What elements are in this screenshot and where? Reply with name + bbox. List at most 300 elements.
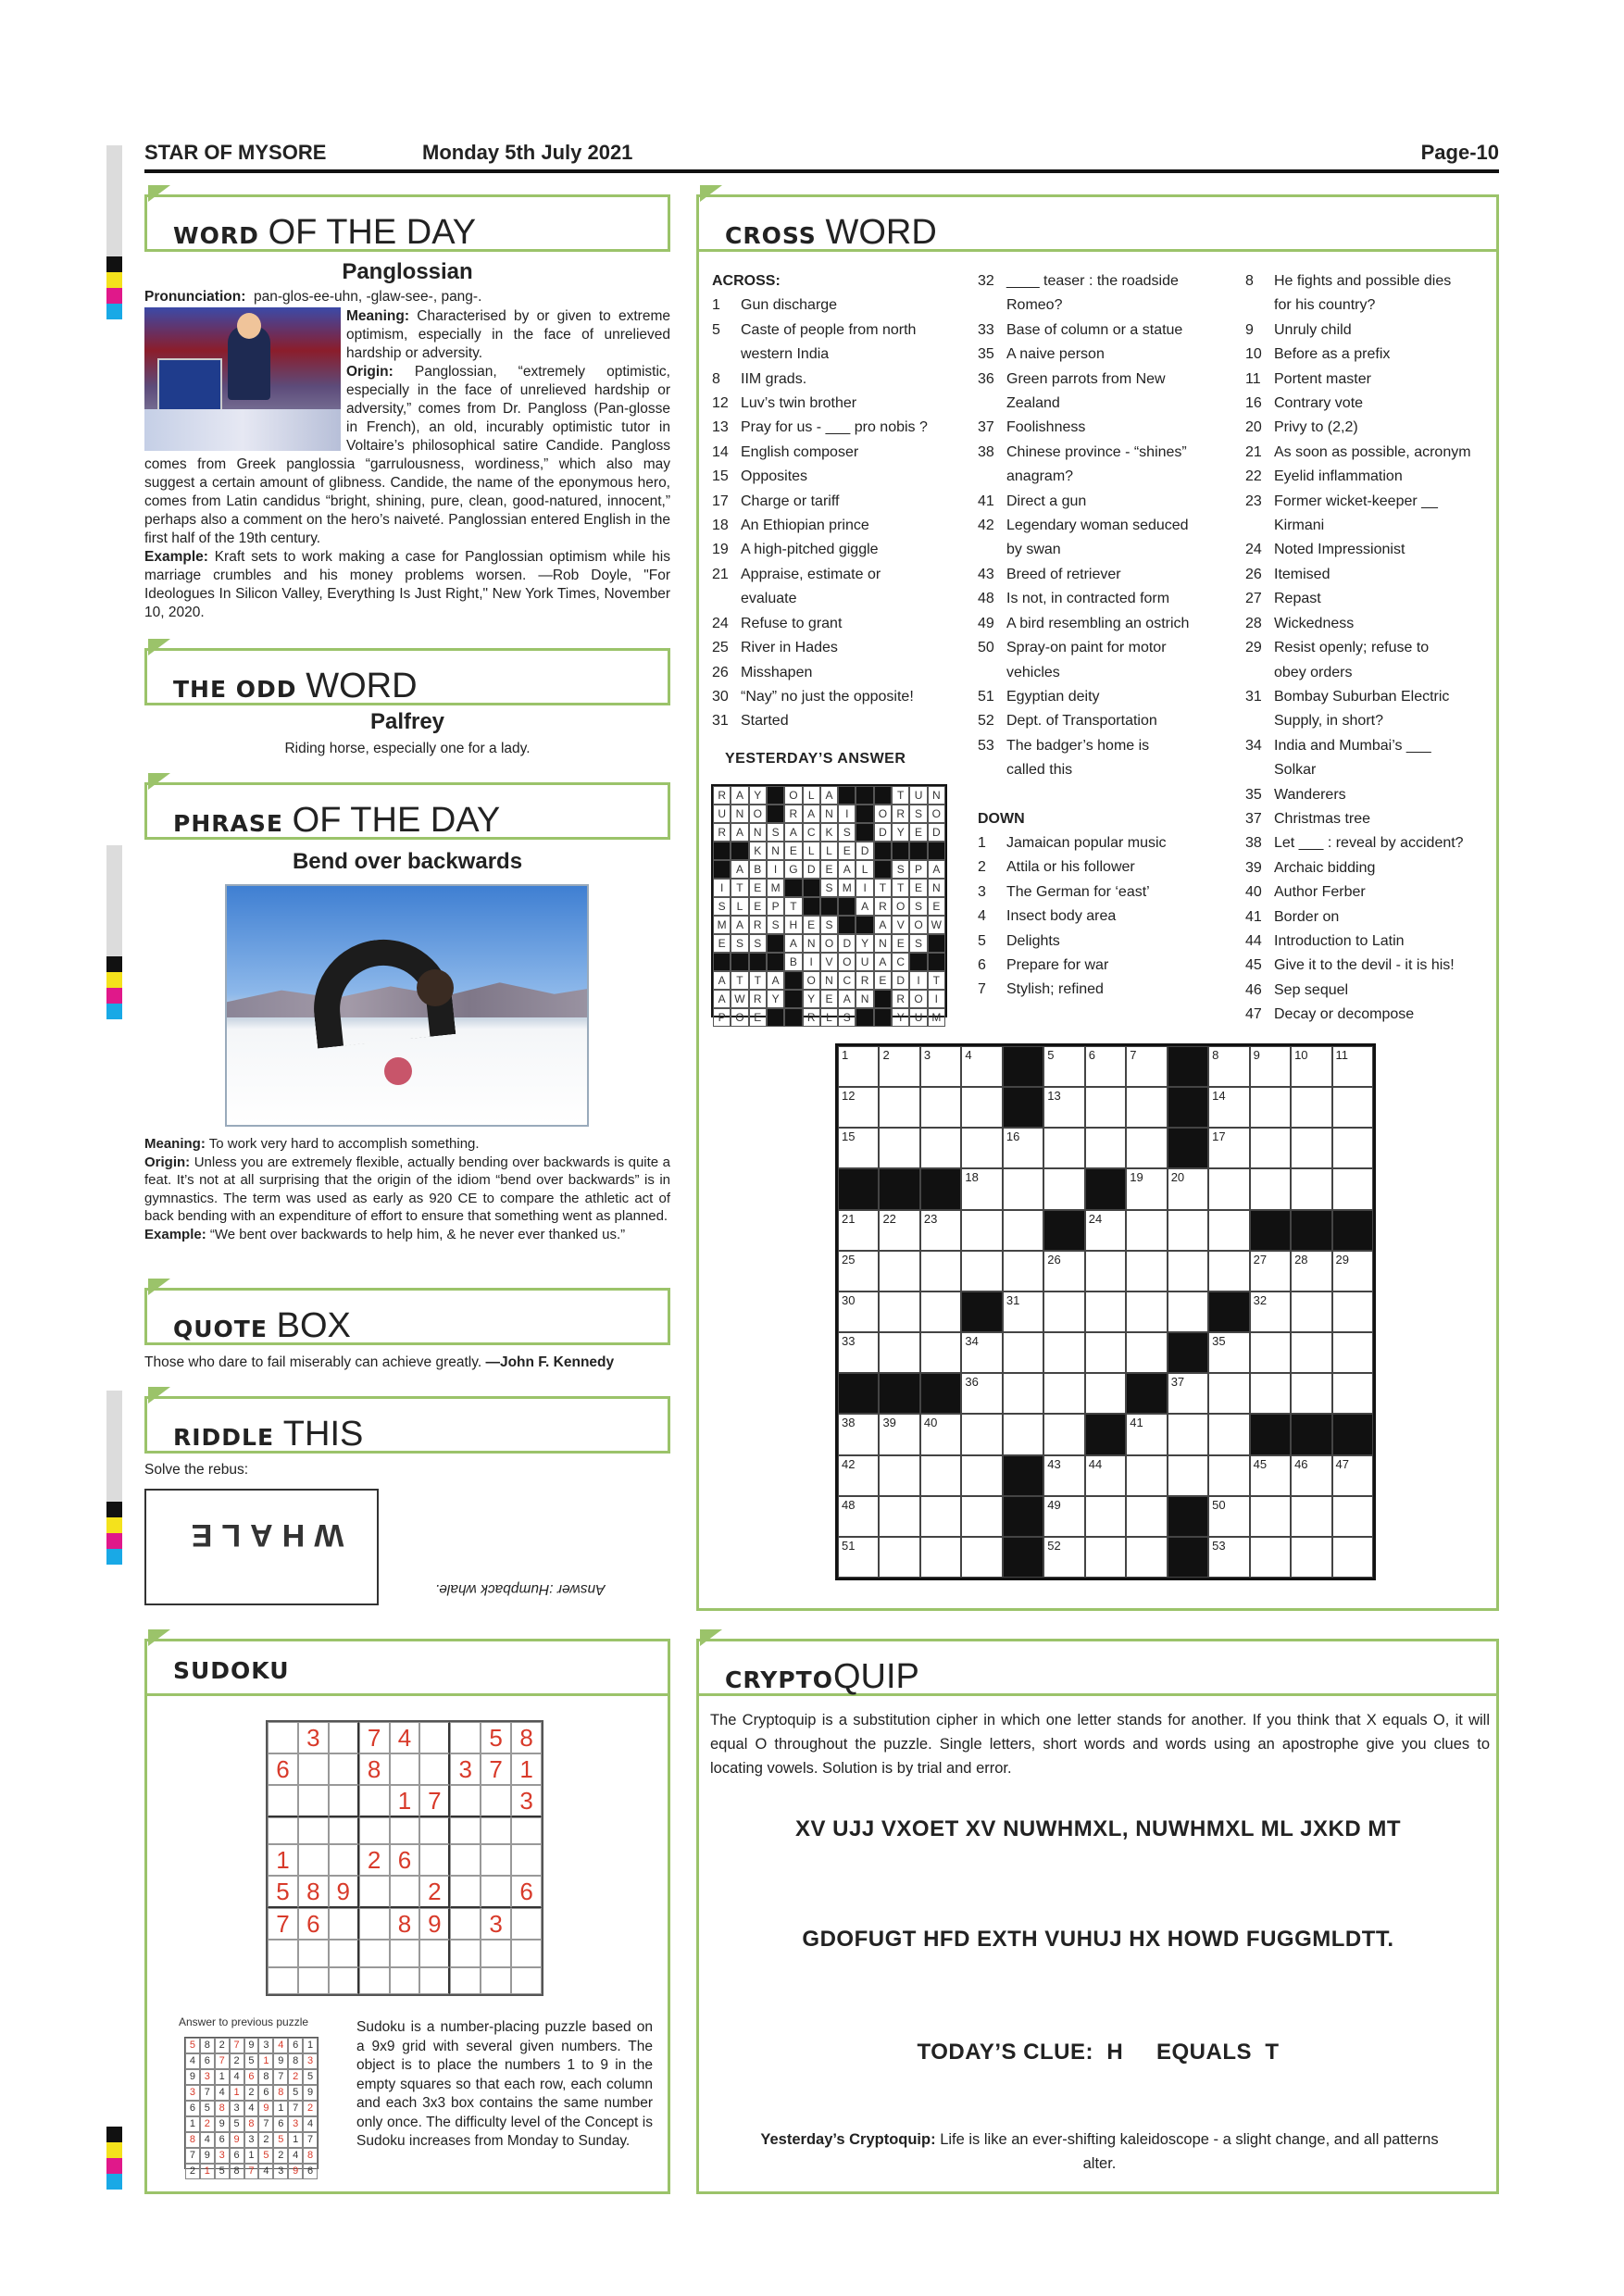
crossword-cell[interactable]: [1043, 1128, 1084, 1168]
sudoku-cell[interactable]: [419, 1940, 450, 1966]
odd-word: Palfrey: [369, 709, 445, 734]
sudoku-cell[interactable]: 4: [390, 1722, 420, 1753]
crossword-cell[interactable]: [1208, 1128, 1249, 1168]
crossword-cell[interactable]: [838, 1496, 879, 1537]
sudoku-cell[interactable]: 8: [511, 1722, 542, 1753]
answer-cell: D: [838, 934, 856, 953]
crossword-cell[interactable]: [838, 1292, 879, 1332]
crossword-cell[interactable]: [838, 1455, 879, 1496]
clue-number: 32: [978, 273, 994, 289]
cell-number: 39: [882, 1416, 896, 1430]
crossword-cell[interactable]: [1332, 1455, 1373, 1496]
answer-cell: W: [928, 916, 945, 934]
crossword-cell[interactable]: [1085, 1087, 1126, 1128]
sudoku-cell[interactable]: 8: [359, 1753, 390, 1785]
crossword-cell[interactable]: [1168, 1251, 1208, 1292]
sudoku-cell[interactable]: [268, 1722, 298, 1753]
crossword-cell[interactable]: [961, 1251, 1002, 1292]
crossword-cell[interactable]: [1126, 1496, 1167, 1537]
clue-number: 40: [1245, 884, 1262, 901]
crossword-cell[interactable]: [1043, 1332, 1084, 1373]
crossword-cell[interactable]: [1043, 1455, 1084, 1496]
crossword-cell[interactable]: [1208, 1455, 1249, 1496]
crossword-cell[interactable]: [1003, 1332, 1043, 1373]
crossword-cell[interactable]: [838, 1414, 879, 1454]
answer-cell: L: [820, 1008, 838, 1027]
crossword-cell[interactable]: [1250, 1128, 1291, 1168]
crossword-cell[interactable]: [879, 1128, 919, 1168]
crossword-cell[interactable]: [1250, 1496, 1291, 1537]
answer-cell: E: [820, 860, 838, 879]
clue-text: for his country?: [1274, 297, 1376, 314]
clue-number: [1245, 709, 1274, 733]
sudoku-cell[interactable]: 7: [268, 1908, 298, 1940]
sudoku-cell[interactable]: 1: [390, 1785, 420, 1817]
crossword-cell[interactable]: [1291, 1168, 1331, 1209]
sudoku-answer-cell: 2: [303, 2101, 318, 2116]
crossword-cell[interactable]: [838, 1537, 879, 1578]
crossword-cell[interactable]: [1168, 1168, 1208, 1209]
crossword-cell[interactable]: [1250, 1087, 1291, 1128]
sudoku-cell[interactable]: 6: [511, 1876, 542, 1908]
crossword-cell[interactable]: [961, 1414, 1002, 1454]
cell-number: 35: [1212, 1334, 1226, 1349]
sudoku-cell[interactable]: [450, 1817, 481, 1844]
sudoku-cell[interactable]: [359, 1908, 390, 1940]
sudoku-answer-cell: 5: [244, 2053, 259, 2069]
sudoku-answer-cell: 5: [230, 2116, 244, 2132]
sudoku-cell[interactable]: [481, 1876, 511, 1908]
crossword-cell[interactable]: [1332, 1373, 1373, 1414]
sudoku-cell[interactable]: [298, 1940, 329, 1966]
sudoku-cell[interactable]: [450, 1940, 481, 1966]
crossword-cell[interactable]: [1126, 1414, 1167, 1454]
sudoku-cell[interactable]: [390, 1967, 420, 1994]
sudoku-cell[interactable]: [450, 1722, 481, 1753]
clue-item: [978, 441, 1223, 465]
crossword-cell[interactable]: [1332, 1496, 1373, 1537]
crossword-cell[interactable]: [879, 1455, 919, 1496]
sudoku-cell[interactable]: [419, 1722, 450, 1753]
sudoku-cell[interactable]: [359, 1967, 390, 1994]
sudoku-cell[interactable]: 3: [511, 1785, 542, 1817]
registration-marks-middle: [106, 845, 122, 1019]
sudoku-cell[interactable]: [359, 1817, 390, 1844]
sudoku-cell[interactable]: [481, 1785, 511, 1817]
crossword-cell[interactable]: [920, 1087, 961, 1128]
crossword-cell[interactable]: [1208, 1251, 1249, 1292]
crossword-cell[interactable]: [1208, 1168, 1249, 1209]
answer-cell: A: [713, 971, 731, 990]
crossword-cell[interactable]: [961, 1332, 1002, 1373]
crossword-cell[interactable]: [1126, 1168, 1167, 1209]
crossword-cell[interactable]: [1126, 1251, 1167, 1292]
crossword-cell[interactable]: [1085, 1046, 1126, 1087]
cell-number: 29: [1335, 1252, 1349, 1267]
sudoku-cell[interactable]: 1: [511, 1753, 542, 1785]
crossword-cell[interactable]: [1250, 1332, 1291, 1373]
sudoku-cell[interactable]: 7: [359, 1722, 390, 1753]
crossword-cell[interactable]: [1168, 1292, 1208, 1332]
clue-number: 38: [1245, 835, 1262, 852]
crossword-cell[interactable]: [1291, 1332, 1331, 1373]
crossword-cell[interactable]: [879, 1210, 919, 1251]
sudoku-cell[interactable]: [511, 1844, 542, 1876]
sudoku-cell[interactable]: [390, 1876, 420, 1908]
crossword-cell[interactable]: [1085, 1496, 1126, 1537]
crossword-cell[interactable]: [1085, 1537, 1126, 1578]
crossword-cell[interactable]: [838, 1046, 879, 1087]
sudoku-cell[interactable]: 3: [298, 1722, 329, 1753]
answer-cell: N: [803, 934, 820, 953]
crossword-cell[interactable]: [1291, 1537, 1331, 1578]
phrase-of-day-heading: PHRASE OF THE DAY: [144, 782, 670, 840]
sudoku-cell[interactable]: [268, 1785, 298, 1817]
sudoku-answer-cell: 3: [185, 2085, 200, 2101]
cell-number: 21: [842, 1211, 856, 1226]
answer-cell: T: [892, 786, 909, 805]
crossword-cell[interactable]: [1291, 1087, 1331, 1128]
crossword-cell[interactable]: [879, 1414, 919, 1454]
crossword-cell[interactable]: [920, 1046, 961, 1087]
cell-number: 23: [923, 1211, 938, 1226]
sudoku-cell[interactable]: [329, 1722, 359, 1753]
clue-text: Kirmani: [1274, 518, 1325, 534]
crossword-cell[interactable]: [961, 1373, 1002, 1414]
answer-cell: T: [892, 879, 909, 897]
sudoku-cell[interactable]: [298, 1785, 329, 1817]
crossword-cell[interactable]: [920, 1251, 961, 1292]
clue-number: 34: [1245, 737, 1262, 754]
sudoku-answer-cell: 2: [215, 2038, 230, 2053]
answer-block: [856, 823, 873, 842]
answer-cell: I: [928, 990, 945, 1008]
sudoku-cell[interactable]: [359, 1940, 390, 1966]
crossword-cell[interactable]: [1208, 1537, 1249, 1578]
crossword-cell[interactable]: [1332, 1046, 1373, 1087]
crossword-cell[interactable]: [838, 1210, 879, 1251]
sudoku-cell[interactable]: [419, 1967, 450, 1994]
crossword-cell[interactable]: [1332, 1168, 1373, 1209]
sudoku-cell[interactable]: [390, 1940, 420, 1966]
crossword-cell[interactable]: [1043, 1537, 1084, 1578]
sudoku-cell[interactable]: 6: [390, 1844, 420, 1876]
crossword-cell[interactable]: [1168, 1373, 1208, 1414]
crossword-cell[interactable]: [1250, 1168, 1291, 1209]
clue-text: Refuse to grant: [741, 615, 843, 631]
sudoku-cell[interactable]: [481, 1844, 511, 1876]
sudoku-cell[interactable]: 3: [481, 1908, 511, 1940]
answer-cell: T: [874, 879, 892, 897]
crossword-cell[interactable]: [1085, 1455, 1126, 1496]
crossword-cell[interactable]: [1003, 1168, 1043, 1209]
crossword-cell[interactable]: [1291, 1128, 1331, 1168]
sudoku-cell[interactable]: 8: [390, 1908, 420, 1940]
cell-number: 44: [1088, 1456, 1103, 1471]
crossword-cell[interactable]: [1126, 1087, 1167, 1128]
crossword-cell[interactable]: [1043, 1251, 1084, 1292]
sudoku-cell[interactable]: [359, 1876, 390, 1908]
crossword-cell[interactable]: [1250, 1251, 1291, 1292]
crossword-cell[interactable]: [1126, 1292, 1167, 1332]
crossword-cell[interactable]: [920, 1496, 961, 1537]
crossword-cell[interactable]: [1291, 1496, 1331, 1537]
sudoku-cell[interactable]: [481, 1967, 511, 1994]
crossword-cell[interactable]: [1291, 1455, 1331, 1496]
sudoku-cell[interactable]: [511, 1967, 542, 1994]
answer-block: [803, 897, 820, 916]
crossword-cell[interactable]: [1085, 1292, 1126, 1332]
crossword-cell[interactable]: [1250, 1537, 1291, 1578]
sudoku-cell[interactable]: [268, 1940, 298, 1966]
crossword-cell[interactable]: [920, 1455, 961, 1496]
sudoku-cell[interactable]: [329, 1817, 359, 1844]
sudoku-cell[interactable]: 7: [419, 1785, 450, 1817]
crossword-cell[interactable]: [879, 1251, 919, 1292]
crossword-cell[interactable]: [1085, 1210, 1126, 1251]
crossword-cell[interactable]: [1291, 1046, 1331, 1087]
crossword-cell[interactable]: [1126, 1210, 1167, 1251]
sudoku-cell[interactable]: [329, 1967, 359, 1994]
sudoku-cell[interactable]: [419, 1753, 450, 1785]
sudoku-cell[interactable]: [450, 1785, 481, 1817]
sudoku-cell[interactable]: 5: [481, 1722, 511, 1753]
crossword-cell[interactable]: [920, 1210, 961, 1251]
sudoku-answer-cell: 3: [215, 2148, 230, 2164]
clue-number: [1245, 514, 1274, 538]
answer-cell: I: [856, 879, 873, 897]
crossword-cell[interactable]: [1085, 1251, 1126, 1292]
clue-number: 15: [712, 468, 729, 485]
crossword-cell[interactable]: [961, 1537, 1002, 1578]
sudoku-cell[interactable]: [329, 1785, 359, 1817]
crossword-cell[interactable]: [1208, 1414, 1249, 1454]
crossword-cell[interactable]: [920, 1537, 961, 1578]
cell-number: 49: [1047, 1497, 1061, 1512]
answer-cell: R: [784, 805, 802, 823]
crossword-cell[interactable]: [1208, 1373, 1249, 1414]
sudoku-cell[interactable]: [481, 1940, 511, 1966]
sudoku-cell[interactable]: 7: [481, 1753, 511, 1785]
crossword-cell[interactable]: [1043, 1373, 1084, 1414]
sudoku-answer-cell: 7: [185, 2148, 200, 2164]
clue-text: Unruly child: [1274, 321, 1352, 338]
sudoku-cell[interactable]: [450, 1967, 481, 1994]
sudoku-cell[interactable]: [298, 1844, 329, 1876]
clue-text: Direct a gun: [1006, 493, 1087, 509]
sudoku-cell[interactable]: [450, 1844, 481, 1876]
crossword-cell[interactable]: [1043, 1414, 1084, 1454]
crossword-cell[interactable]: [1168, 1414, 1208, 1454]
crossword-cell[interactable]: [1085, 1332, 1126, 1373]
crossword-cell[interactable]: [961, 1455, 1002, 1496]
crossword-cell[interactable]: [1332, 1292, 1373, 1332]
crossword-cell[interactable]: [1085, 1128, 1126, 1168]
sudoku-cell[interactable]: [511, 1908, 542, 1940]
crossword-cell[interactable]: [961, 1087, 1002, 1128]
crossword-cell[interactable]: [1291, 1251, 1331, 1292]
sudoku-cell[interactable]: 6: [298, 1908, 329, 1940]
sudoku-cell[interactable]: 9: [419, 1908, 450, 1940]
sudoku-cell[interactable]: [511, 1817, 542, 1844]
crossword-cell[interactable]: [961, 1496, 1002, 1537]
answer-cell: R: [892, 805, 909, 823]
crossword-cell[interactable]: [879, 1046, 919, 1087]
sudoku-cell[interactable]: 9: [329, 1876, 359, 1908]
crossword-cell[interactable]: [1208, 1332, 1249, 1373]
sudoku-answer-cell: 9: [244, 2038, 259, 2053]
crossword-cell[interactable]: [1250, 1046, 1291, 1087]
sudoku-answer-label: Answer to previous puzzle: [179, 2015, 309, 2028]
clue-item: [1245, 734, 1488, 758]
sudoku-cell[interactable]: [450, 1908, 481, 1940]
sudoku-cell[interactable]: [329, 1908, 359, 1940]
answer-block: [928, 934, 945, 953]
crossword-cell[interactable]: [879, 1496, 919, 1537]
crossword-cell[interactable]: [879, 1332, 919, 1373]
clue-number: 8: [712, 370, 720, 387]
sudoku-cell[interactable]: [268, 1967, 298, 1994]
sudoku-cell[interactable]: [390, 1753, 420, 1785]
crossword-cell[interactable]: [1332, 1332, 1373, 1373]
crossword-cell[interactable]: [1332, 1251, 1373, 1292]
clue-item: [978, 855, 1223, 880]
crossword-cell[interactable]: [920, 1128, 961, 1168]
crossword-cell[interactable]: [1043, 1292, 1084, 1332]
sudoku-cell[interactable]: [298, 1753, 329, 1785]
answer-cell: O: [820, 934, 838, 953]
sudoku-cell[interactable]: 3: [450, 1753, 481, 1785]
sudoku-cell[interactable]: 2: [359, 1844, 390, 1876]
answer-cell: R: [856, 971, 873, 990]
crossword-cell[interactable]: [879, 1537, 919, 1578]
crossword-cell[interactable]: [1003, 1251, 1043, 1292]
sudoku-answer-cell: 8: [215, 2101, 230, 2116]
crossword-cell[interactable]: [1332, 1537, 1373, 1578]
crossword-cell[interactable]: [1043, 1046, 1084, 1087]
clue-text: English composer: [741, 443, 859, 460]
crossword-cell[interactable]: [1168, 1210, 1208, 1251]
crossword-cell[interactable]: [1003, 1373, 1043, 1414]
sudoku-cell[interactable]: [329, 1940, 359, 1966]
sudoku-cell[interactable]: [298, 1817, 329, 1844]
clue-item: [978, 538, 1223, 562]
sudoku-cell[interactable]: [329, 1844, 359, 1876]
crossword-cell[interactable]: [1126, 1332, 1167, 1373]
crossword-cell[interactable]: [879, 1292, 919, 1332]
clue-number: 51: [978, 688, 994, 705]
cell-number: 3: [923, 1048, 931, 1062]
crossword-cell[interactable]: [1126, 1455, 1167, 1496]
answer-cell: D: [928, 823, 945, 842]
sudoku-cell[interactable]: [268, 1817, 298, 1844]
answer-cell: N: [731, 805, 748, 823]
sudoku-answer-cell: 1: [230, 2085, 244, 2101]
corner-marker: [148, 185, 170, 202]
crossword-cell[interactable]: [961, 1046, 1002, 1087]
sudoku-answer-cell: 2: [244, 2085, 259, 2101]
answer-block: [713, 953, 731, 971]
crossword-cell[interactable]: [1126, 1537, 1167, 1578]
sudoku-cell[interactable]: [481, 1817, 511, 1844]
clue-item: [712, 636, 943, 660]
crossword-cell[interactable]: [1250, 1373, 1291, 1414]
sudoku-cell[interactable]: [329, 1753, 359, 1785]
crossword-cell[interactable]: [838, 1087, 879, 1128]
crossword-cell[interactable]: [1085, 1373, 1126, 1414]
crossword-cell[interactable]: [1332, 1128, 1373, 1168]
yesterday-answer-grid: [711, 784, 947, 1024]
crossword-cell[interactable]: [920, 1332, 961, 1373]
sudoku-cell[interactable]: 5: [268, 1876, 298, 1908]
crossword-cell[interactable]: [1208, 1210, 1249, 1251]
crossword-cell[interactable]: [920, 1292, 961, 1332]
sudoku-cell[interactable]: 8: [298, 1876, 329, 1908]
sudoku-cell[interactable]: [359, 1785, 390, 1817]
crossword-cell[interactable]: [1043, 1087, 1084, 1128]
cell-number: 5: [1047, 1048, 1055, 1062]
crossword-cell[interactable]: [1291, 1373, 1331, 1414]
crossword-block: [1168, 1128, 1208, 1168]
crossword-cell[interactable]: [1003, 1128, 1043, 1168]
answer-cell: A: [713, 990, 731, 1008]
crossword-cell[interactable]: [1126, 1046, 1167, 1087]
sudoku-cell[interactable]: 6: [268, 1753, 298, 1785]
crossword-cell[interactable]: [838, 1332, 879, 1373]
crossword-cell[interactable]: [1208, 1046, 1249, 1087]
crossword-cell[interactable]: [1003, 1210, 1043, 1251]
sudoku-cell[interactable]: [511, 1940, 542, 1966]
crossword-cell[interactable]: [1003, 1414, 1043, 1454]
pronunciation: Pronunciation: pan-glos-ee-uhn, -glaw-see-, pang-.: [144, 289, 482, 305]
clue-text: Archaic bidding: [1274, 859, 1376, 876]
answer-cell: I: [909, 971, 927, 990]
sudoku-grid: [266, 1720, 543, 1996]
sudoku-cell[interactable]: [450, 1876, 481, 1908]
crossword-cell[interactable]: [1208, 1087, 1249, 1128]
clue-item: [1245, 1003, 1488, 1027]
crossword-cell[interactable]: [920, 1414, 961, 1454]
crossword-cell[interactable]: [1250, 1455, 1291, 1496]
sudoku-cell[interactable]: [390, 1817, 420, 1844]
crossword-cell[interactable]: [1332, 1087, 1373, 1128]
crossword-cell[interactable]: [838, 1128, 879, 1168]
crossword-cell[interactable]: [1250, 1292, 1291, 1332]
sudoku-answer-cell: 2: [200, 2116, 215, 2132]
sudoku-cell[interactable]: [298, 1967, 329, 1994]
clue-item: [978, 612, 1223, 636]
crossword-cell[interactable]: [1168, 1455, 1208, 1496]
crossword-cell[interactable]: [1003, 1292, 1043, 1332]
crossword-cell[interactable]: [838, 1251, 879, 1292]
sudoku-cell[interactable]: [419, 1817, 450, 1844]
crossword-cell[interactable]: [879, 1087, 919, 1128]
crossword-cell[interactable]: [1043, 1496, 1084, 1537]
crossword-cell[interactable]: [1208, 1496, 1249, 1537]
crossword-cell[interactable]: [961, 1168, 1002, 1209]
crossword-cell[interactable]: [1043, 1168, 1084, 1209]
crossword-cell[interactable]: [1126, 1128, 1167, 1168]
crossword-cell[interactable]: [961, 1210, 1002, 1251]
crossword-cell[interactable]: [961, 1128, 1002, 1168]
crossword-cell[interactable]: [1291, 1292, 1331, 1332]
sudoku-cell[interactable]: [419, 1844, 450, 1876]
answer-cell: E: [838, 842, 856, 860]
clue-text: Christmas tree: [1274, 810, 1371, 827]
answer-block: [767, 934, 784, 953]
sudoku-cell[interactable]: 1: [268, 1844, 298, 1876]
sudoku-cell[interactable]: 2: [419, 1876, 450, 1908]
